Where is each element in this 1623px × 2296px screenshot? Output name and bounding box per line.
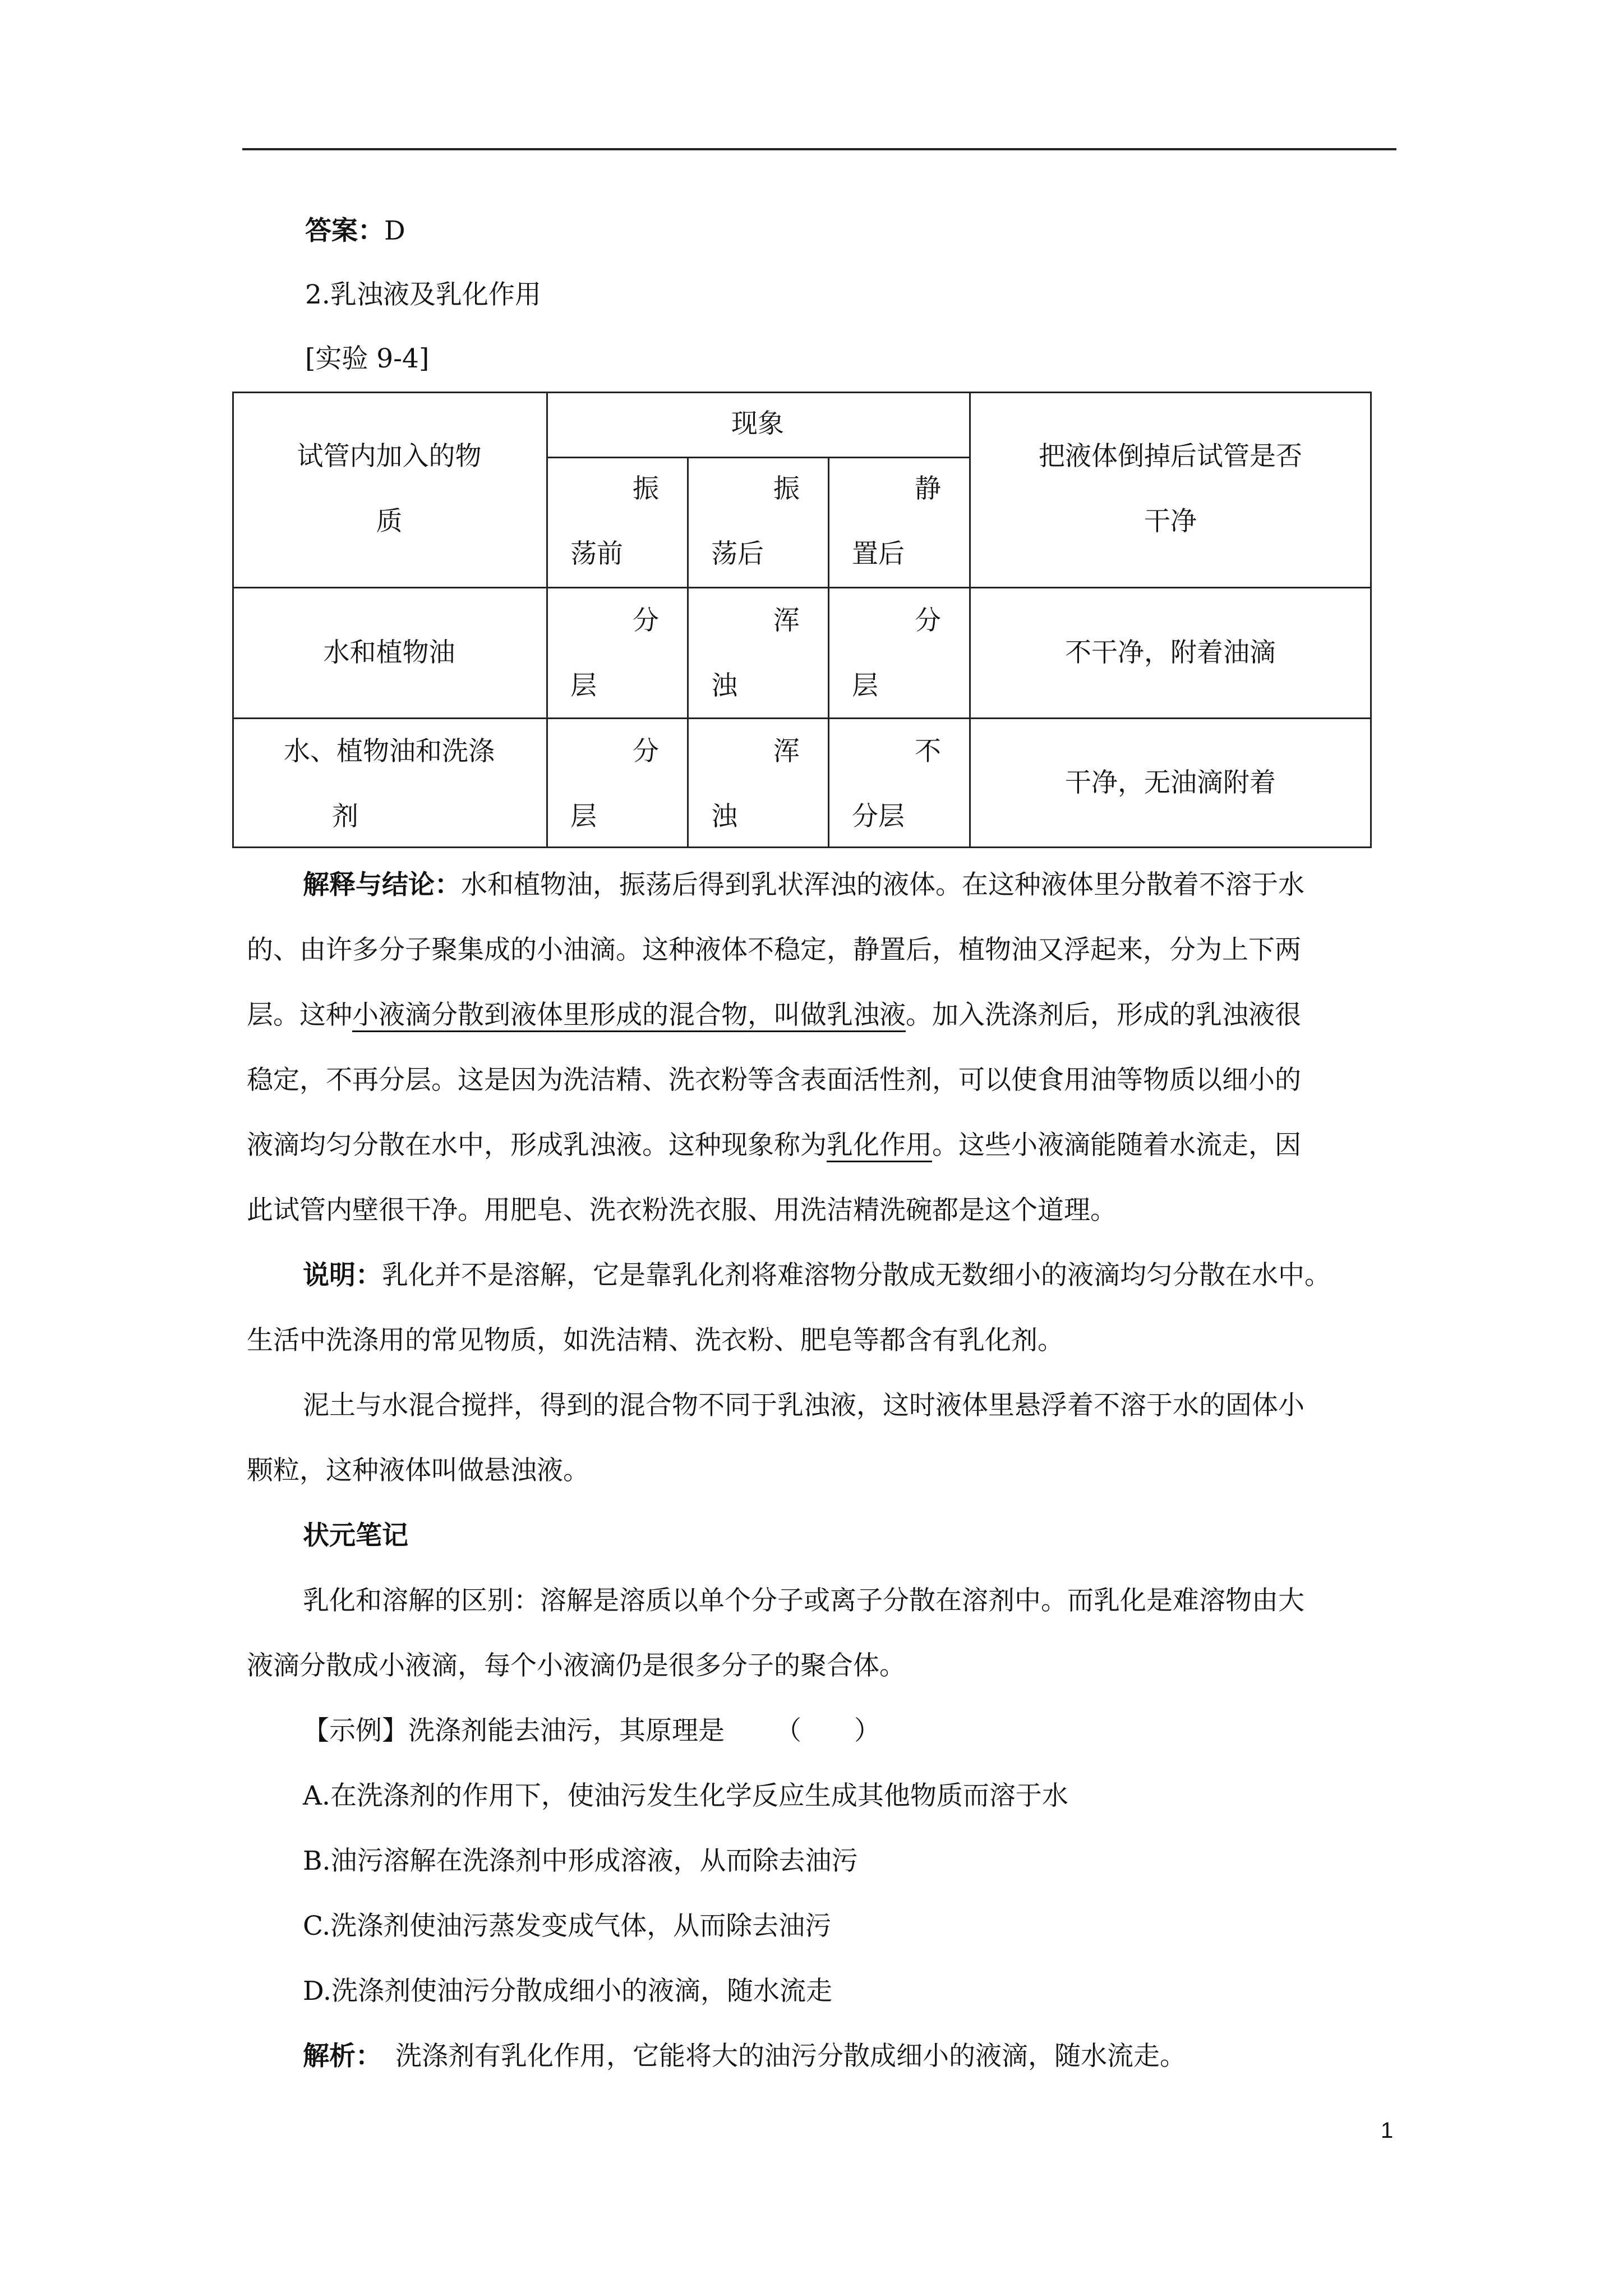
note-paragraph: 说明：乳化并不是溶解，它是靠乳化剂将难溶物分散成无数细小的液滴均匀分散在水中。 生活中洗涤用的常见物质，如洗洁精、洗衣粉、肥皂等都含有乳化剂。 <box>247 1260 1331 1356</box>
notes-heading-block <box>247 1503 1403 1568</box>
emulsification-term: 乳化作用 <box>827 1130 932 1161</box>
header-substance <box>232 424 546 554</box>
analysis-text: 洗涤剂有乳化作用，它能将大的油污分散成细小的液滴，随水流走。 <box>395 2041 1186 2072</box>
answer-value: D <box>384 215 405 246</box>
header-clean: 把液体倒掉后试管是否 干净 <box>1039 441 1302 537</box>
experiment-table <box>232 392 1372 848</box>
section-title: 2.乳浊液及乳化作用 <box>305 279 541 310</box>
table-row-1-clean: 不干净，附着油滴 <box>1065 637 1276 668</box>
header-substance-line2: 质 <box>376 506 403 537</box>
example-blank: （ ） <box>775 1715 880 1746</box>
answer-label: 答案： <box>305 215 384 246</box>
answer-line <box>305 215 405 246</box>
subheader-before: 振 荡前 <box>570 473 659 569</box>
header-phenomena: 现象 <box>731 408 784 439</box>
notes-heading: 状元笔记 <box>303 1520 408 1551</box>
explanation-label: 解释与结论： <box>303 869 461 900</box>
header-substance-line1: 试管内加入的物 <box>297 441 482 472</box>
example-stem: 【示例】洗涤剂能去油污，其原理是 <box>303 1715 725 1746</box>
option-b: B.油污溶解在洗涤剂中形成溶液，从而除去油污 <box>303 1846 858 1876</box>
table-row-2-before: 分 层 <box>570 736 659 832</box>
explanation-paragraph: 解释与结论：水和植物油，振荡后得到乳状浑浊的液体。在这种液体里分散着不溶于水 的、由许多分子聚集成的小油滴。这种液体不稳定，静置后，植物油又浮起来，分为上下两 层。这种小液滴分散到液体里形成的混合物，叫做乳浊液。加入洗涤剂后，形成的乳浊液很 稳定，不再分层。这是因为洗洁精、洗衣粉等含表面活性剂，可以使食用油等物质以细小的 液滴均匀分散在水中，形成乳浊液。这种现象称为乳化作用。这些小液滴能随着水流走，因 此试管内壁很干净。用肥皂、洗衣粉洗衣服、用洗洁精洗碗都是这个道理。 <box>247 869 1304 1226</box>
subheader-after: 振 荡后 <box>711 473 800 569</box>
table-row-1-before: 分 层 <box>570 605 659 701</box>
experiment-label: [实验 9-4] <box>305 343 430 374</box>
option-d: D.洗涤剂使油污分散成细小的液滴，随水流走 <box>303 1976 832 2007</box>
table-row-2-clean: 干净，无油滴附着 <box>1065 767 1276 798</box>
table-row-2-still: 不 分层 <box>852 736 941 832</box>
page-number: 1 <box>1381 2118 1394 2143</box>
header-rule <box>242 148 1396 150</box>
option-a: A.在洗涤剂的作用下，使油污发生化学反应生成其他物质而溶于水 <box>303 1780 1068 1811</box>
subheader-still: 静 置后 <box>852 473 941 569</box>
option-c: C.洗涤剂使油污蒸发变成气体，从而除去油污 <box>303 1911 832 1941</box>
table-row-1-after: 浑 浊 <box>711 605 800 701</box>
example-block <box>247 1699 1403 2089</box>
suspension-paragraph: 泥土与水混合搅拌，得到的混合物不同于乳浊液，这时液体里悬浮着不溶于水的固体小 颗粒，这种液体叫做悬浊液。 <box>247 1390 1304 1486</box>
emulsion-definition: 小液滴分散到液体里形成的混合物，叫做乳浊液 <box>352 1000 906 1030</box>
analysis-label: 解析： <box>303 2041 382 2072</box>
distinction-paragraph: 乳化和溶解的区别：溶解是溶质以单个分子或离子分散在溶剂中。而乳化是难溶物由大 液滴分散成小液滴，每个小液滴仍是很多分子的聚合体。 <box>247 1585 1304 1681</box>
note-label: 说明： <box>303 1260 382 1291</box>
table-row-2-after: 浑 浊 <box>711 736 800 832</box>
table-row-2-substance: 水、植物油和洗涤 剂 <box>284 736 495 832</box>
table-row-1-still: 分 层 <box>852 605 941 701</box>
table-row-1-substance: 水和植物油 <box>323 637 455 668</box>
